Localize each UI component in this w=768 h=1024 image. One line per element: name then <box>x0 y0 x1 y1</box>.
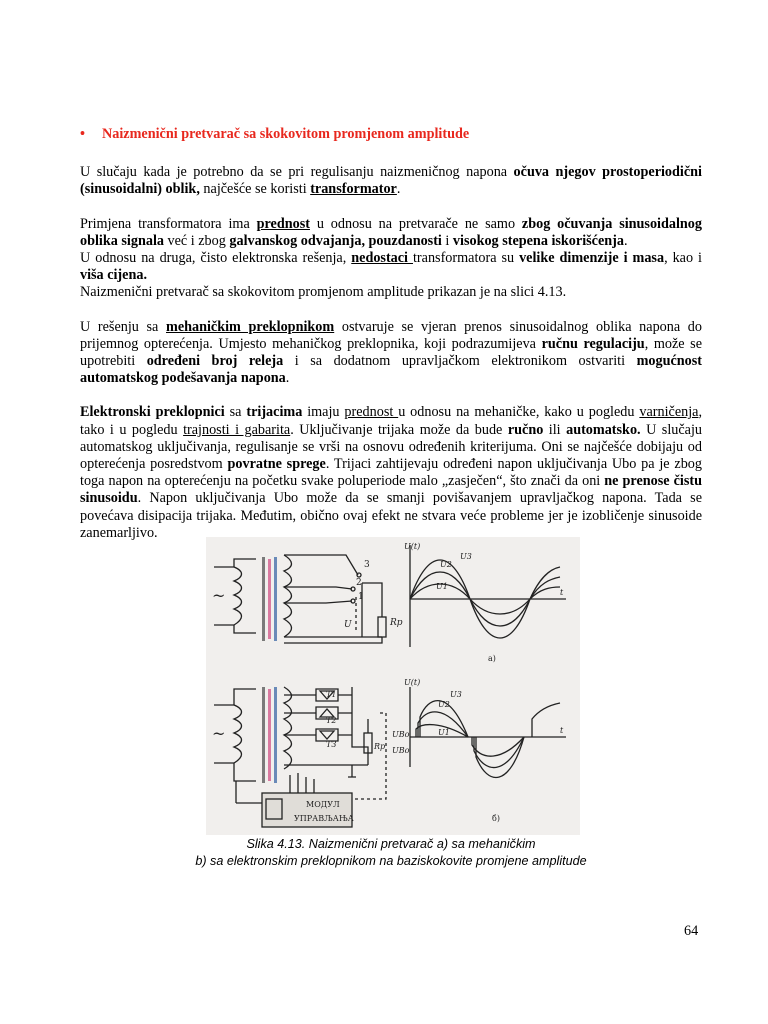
svg-text:1: 1 <box>358 592 364 602</box>
svg-text:Rp: Rp <box>374 742 386 751</box>
paragraph-1: U slučaju kada je potrebno da se pri regulisanju naizmeničnog napona očuva njegov prostoperiodični (sinusoidalni) oblik, najčešće se koristi transformator. <box>80 164 702 198</box>
page-number: 64 <box>684 923 699 939</box>
svg-text:~: ~ <box>212 586 226 605</box>
svg-text:U1: U1 <box>438 728 450 737</box>
svg-text:T1: T1 <box>326 690 337 699</box>
paragraph-5: U rešenju sa mehaničkim preklopnikom ostvaruje se vjeran prenos sinusoidalnog oblika napona do prijemnog opterećenja. Umjesto mehaničkog preklopnika, koji podrazumijeva ručnu regulaciju, može se upotrebiti određeni broj releja i sa dodatnom upravljačkom elektronikom ostvariti mogućnost automatskog podešavanja napona. <box>80 318 702 387</box>
svg-text:Rp: Rp <box>390 618 403 628</box>
circuit-a <box>212 555 403 643</box>
paragraph-3: U odnosu na druga, čisto elektronska rešenja, nedostaci transformatora su velike dimenzije i masa, kao i viša cijena. <box>80 250 702 284</box>
svg-text:U2: U2 <box>440 560 452 569</box>
svg-text:t: t <box>560 726 564 735</box>
svg-text:U(t): U(t) <box>404 678 421 687</box>
figure-caption <box>80 836 702 869</box>
svg-text:U2: U2 <box>438 700 450 709</box>
svg-text:3: 3 <box>364 560 370 570</box>
circuit-diagram <box>206 537 580 835</box>
svg-text:U3: U3 <box>450 690 462 699</box>
svg-text:UBo: UBo <box>392 730 410 739</box>
svg-text:U3: U3 <box>460 552 472 561</box>
circuit-b <box>212 687 386 827</box>
page-content <box>80 126 702 542</box>
waveform-graph-b <box>392 678 566 823</box>
svg-text:~: ~ <box>212 724 226 743</box>
svg-text:U(t): U(t) <box>404 542 421 551</box>
paragraph-6: Elektronski preklopnici sa trijacima imaju prednost u odnosu na mehaničke, kako u pogledu varničenja, tako i u pogledu trajnosti i gabarita. Uključivanje trijaka može da bude ručno ili automatsko. U slučaju automatskog uključivanja, regulisanje se vrši na osnovu određenih kriterijuma. Oni se najčešće dobijaju od opterećenja posredstvom povratne sprege. Trijaci zahtijevaju određeni napon uključivanja Ubo pa je zbog toga napon na opterećenju na početku svake poluperiode malo „zasječen“, što znači da oni ne prenose čistu sinusoidu. Napon uključivanja Ubo može da se smanji povišavanjem upravljačkog napona. Tada se povećava disipacija trijaka. Međutim, obično ovaj efekt ne stvara veće probleme jer je izobličenje sinusoide zanemarljivo. <box>80 404 702 541</box>
svg-text:t: t <box>560 588 564 597</box>
paragraph-2: Primjena transformatora ima prednost u odnosu na pretvarače ne samo zbog očuvanja sinusoidalnog oblika signala već i zbog galvanskog odvajanja, pouzdanosti i visokog stepena iskorišćenja. <box>80 215 702 249</box>
svg-text:T2: T2 <box>326 716 337 725</box>
bullet-icon: • <box>80 126 85 142</box>
svg-text:2: 2 <box>356 578 362 588</box>
paragraph-4: Naizmenični pretvarač sa skokovitom promjenom amplitude prikazan je na slici 4.13. <box>80 284 567 301</box>
circuit-figure <box>206 537 580 835</box>
svg-text:UBo: UBo <box>392 746 410 755</box>
caption-line-1: Slika 4.13. Naizmenični pretvarač a) sa mehaničkim <box>246 837 536 851</box>
svg-text:U: U <box>344 620 352 630</box>
caption-line-2: b) sa elektronskim preklopnikom na baziskokovite promjene amplitude <box>195 853 587 868</box>
svg-text:T3: T3 <box>326 740 337 749</box>
svg-text:U1: U1 <box>436 582 448 591</box>
module-label-2: УПРАВЉАЊА <box>294 814 354 823</box>
waveform-graph-a <box>404 542 566 663</box>
section-heading: • Naizmenični pretvarač sa skokovitom promjenom amplitude <box>80 126 470 142</box>
svg-text:б): б) <box>492 814 500 823</box>
svg-text:a): a) <box>488 654 496 663</box>
module-label-1: МОДУЛ <box>306 800 340 809</box>
